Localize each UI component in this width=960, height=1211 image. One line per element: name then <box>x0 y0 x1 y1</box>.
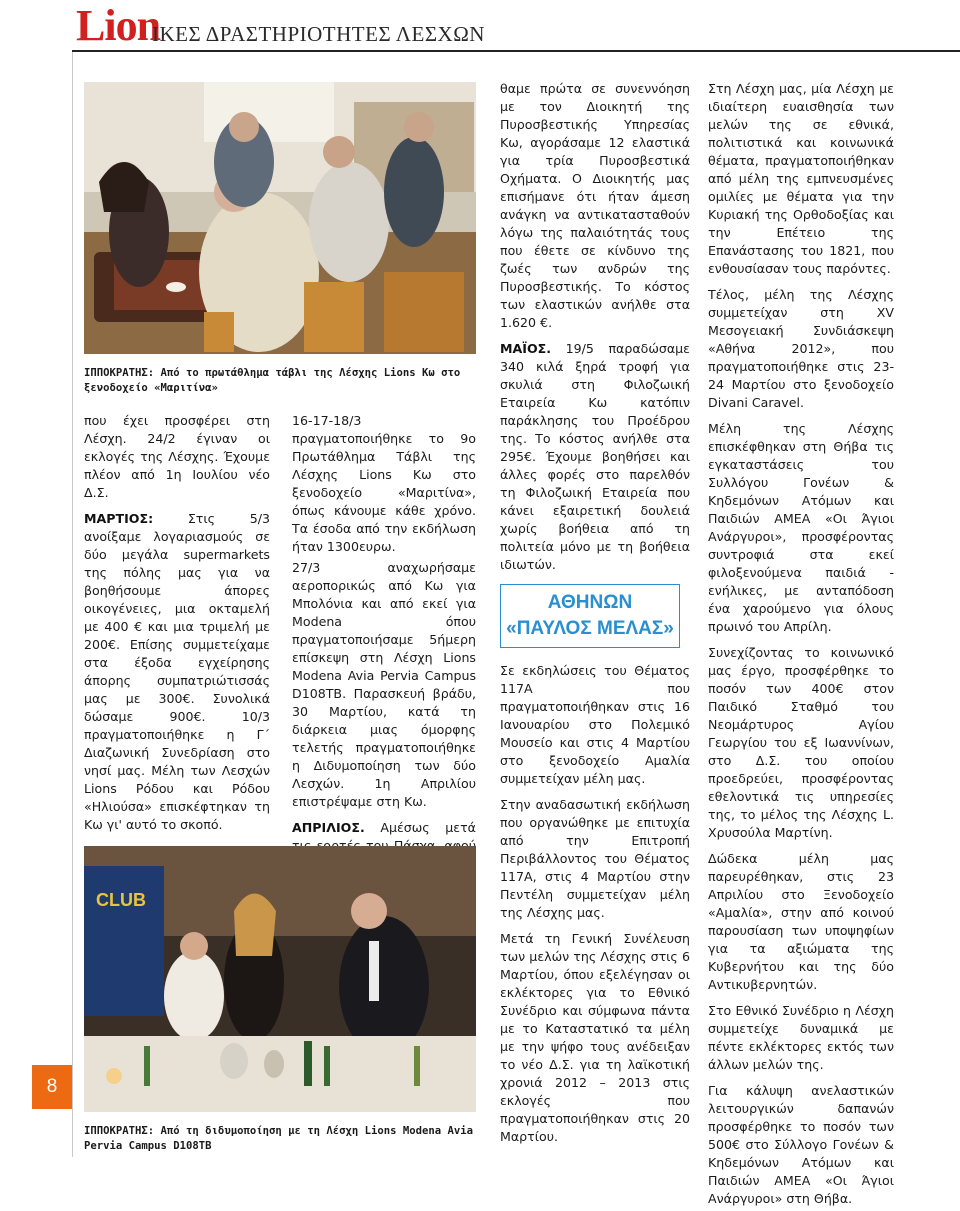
photo-twinning-illustration <box>84 846 476 1112</box>
col4-paragraph-3: Μέλη της Λέσχης επισκέφθηκαν στη Θήβα τις εγκαταστάσεις του Συλλόγου Γονέων & Κηδεμόνων Ατόμων και Παιδιών ΑΜΕΑ «Οι Άγιοι Ανάργυροι», προσφέροντας συντροφιά στα εκεί φιλοξενούμενα παιδιά - ενήλικες, με ανταπόδοση ένα χαρούμενο για όλους πρωινό του Απρίλη. <box>708 421 894 634</box>
keyword-april: ΑΠΡΙΛΙΟΣ. <box>292 820 365 835</box>
keyword-march: ΜΑΡΤΙΟΣ: <box>84 511 154 526</box>
col3-paragraph-2-text: 19/5 παραδώσαμε 340 κιλά ξηρά τροφή για σκυλιά στη Φιλοζωική Εταιρεία Κω κατόπιν παράκλησης του Προέδρου της. Το κόστος ανήλθε στα 295€. Έχουμε βοηθήσει και άλλες φορές στο παρελθόν τη Φιλοζωική Εταιρεία που κάνει εξαιρετική δουλειά χωρίς βοήθεια από τη πολιτεία μόνο με τη βοήθεια ιδιωτών. <box>500 341 690 572</box>
article-column-2 <box>292 412 476 876</box>
header-rule <box>72 50 960 52</box>
article-column-3 <box>500 80 690 1149</box>
photo-backgammon-tournament <box>84 82 476 354</box>
article-column-1 <box>84 412 270 837</box>
club-heading-line-1: ΑΘΗΝΩΝ <box>547 592 633 613</box>
photo-twinning-ceremony <box>84 846 476 1112</box>
col3-paragraph-3: Σε εκδηλώσεις του Θέματος 117Α που πραγματοποιήθηκαν στις 16 Ιανουαρίου στο Πολεμικό Μουσείο και στις 4 Μαρτίου στο ξενοδοχείο Αμαλία συμμετείχαν μέλη μας. <box>500 663 690 786</box>
col3-paragraph-1: θαμε πρώτα σε συνεννόηση με τον Διοικητή της Πυροσβεστικής Υπηρεσίας Κω, αγοράσαμε 12 ελαστικά για τρία Πυροσβεστικά Οχήματα. Ο Διοικητής μας επισήμανε ότι ήταν άμεση ανάγκη να αντικατασταθούν λόγω της παλαιότητάς τους που έθετε σε κίνδυνο της ζωές των ανδρών της Πυροσβεστικής. Το κόστος των ελαστικών ανήλθε στα 1.620 €. <box>500 81 690 330</box>
col2-paragraph-1: 16-17-18/3 πραγματοποιήθηκε το 9ο Πρωτάθλημα Τάβλι της Λέσχης Lions Κω στο ξενοδοχείο «Μαριτίνα», όπως κάνουμε κάθε χρόνο. Τα έσοδα από την εκδήλωση ήταν 1300ευρω. <box>292 413 476 554</box>
col4-paragraph-1: Στη Λέσχη μας, μία Λέσχη με ιδιαίτερη ευαισθησία των μελών της σε εθνικά, πολιτιστικά και κοινωνικά θέματα, πραγματοποιήθηκαν από μέλη της εμπνευσμένες ομιλίες με θέματα για την Κυριακή της Ορθοδοξίας και την Επέτειο της Επανάστασης του 1821, που ενθουσίασαν τους παρόντες. <box>708 81 894 276</box>
page-number: 8 <box>32 1065 72 1109</box>
col4-paragraph-7: Για κάλυψη ανελαστικών λειτουργικών δαπανών προσφέρθηκε το ποσόν των 500€ στο Σύλλογο Γονέων & Κηδεμόνων Ατόμων και Παιδιών ΑΜΕΑ «Οι Άγιοι Ανάργυροι» στη Θήβα. <box>708 1083 894 1206</box>
col3-paragraph-5: Μετά τη Γενική Συνέλευση των μελών της Λέσχης στις 6 Μαρτίου, όπου εξελέγησαν οι εκλέκτορες για το Εθνικό Συνέδριο και σύμφωνα πάντα με το Καταστατικό τα μέλη με την ψήφο τους ανέδειξαν το νέο Δ.Σ. για τη λαϊκοτική χρονιά 2012 – 2013 στις εκλογές που πραγματοποιήθηκαν στις 20 Μαρτίου. <box>500 931 690 1144</box>
photo1-caption: ΙΠΠΟΚΡΑΤΗΣ: Από το πρωτάθλημα τάβλι της Λέσχης Lions Κω στο ξενοδοχείο «Μαριτίνα» <box>84 367 461 394</box>
col4-paragraph-6: Στο Εθνικό Συνέδριο η Λέσχη συμμετείχε δυναμικά με πέντε εκλέκτορες εκτός των άλλων μελών της. <box>708 1003 894 1072</box>
col2-paragraph-2: 27/3 αναχωρήσαμε αεροπορικώς από Κω για Μπολόνια και από εκεί για Modena όπου πραγματοποιήσαμε 5ήμερη επίσκεψη στη Λέσχη Lions Modena Avia Pervia Campus D108TB. Παρασκευή βράδυ, 30 Μαρτίου, κατά τη διάρκεια μιας όμορφης τελετής πραγματοποιήθηκε η Διδυμοποίηση των δύο Λεσχών. 1η Απριλίου επιστρέψαμε στη Κω. <box>292 560 476 809</box>
col1-paragraph-1: που έχει προσφέρει στη Λέσχη. 24/2 έγιναν οι εκλογές της Λέσχης. Έχουμε πλέον από 1η Ιουλίου νέο Δ.Σ. <box>84 413 270 500</box>
photo-backgammon-illustration <box>84 82 476 354</box>
page-header <box>72 0 960 52</box>
col3-paragraph-may <box>500 340 690 574</box>
lions-logo-text: Lion <box>76 1 161 50</box>
col3-paragraph-4: Στην αναδασωτική εκδήλωση που οργανώθηκε με επιτυχία από την Επιτροπή Περιβάλλοντος του Θέματος 117Α, στις 4 Μαρτίου στην Πεντέλη συμμετείχαν μέλη της Λέσχης μας. <box>500 797 690 920</box>
col4-paragraph-4: Συνεχίζοντας το κοινωνικό μας έργο, προσφέρθηκε το ποσόν των 400€ στον Παιδικό Σταθμό του Νεομάρτυρος Αγίου Γεωργίου του εξ Ιωαννίνων, στο Δ.Σ. του οποίου προεδρεύει, προσφέροντας εθελοντικά τις υπηρεσίες της, το μέλος της Λέσχης L. Χρυσούλα Μαρτίνη. <box>708 645 894 840</box>
svg-text:CLUB: CLUB <box>96 890 146 910</box>
col4-paragraph-2: Τέλος, μέλη της Λέσχης συμμετείχαν στη XV Μεσογειακή Συνδιάσκεψη «Αθήνα 2012», που πραγματοποιήθηκε στις 23-24 Μαρτίου στο ξενοδοχείο Divani Caravel. <box>708 287 894 410</box>
col2-paragraph-3-text: Αμέσως μετά <box>380 820 476 835</box>
club-heading-athens <box>500 584 680 648</box>
col1-paragraph-2-text: Στις 5/3 ανοίξαμε λογαριασμούς σε δύο μεγάλα supermarkets της πόλης μας για να βοηθήσουμε άπορες οικογένειες, μια οκταμελή με 400 € και μια τριμελή με 200€. Επίσης συμμετείχαμε στα έξοδα εγχείρησης άπορης συμπατριώτισσάς μας με 300€. Συνολικά δώσαμε 900€. 10/3 πραγματοποιήθηκε η Γ΄ Διαζωνική Συνεδρίαση στο νησί μας. Μέλη των Λεσχών Lions Ρόδου και Ρόδου «Ηλιούσα» επισκέφτηκαν τη Κω γι' αυτό το σκοπό. <box>84 511 270 832</box>
col1-paragraph-march <box>84 510 270 834</box>
article-column-4 <box>708 80 894 1211</box>
section-title: ΙΚΕΣ ΔΡΑΣΤΗΡΙΟΤΗΤΕΣ ΛΕΣΧΩΝ <box>152 22 485 46</box>
margin-rule <box>72 52 73 1157</box>
keyword-may: ΜΑΪΟΣ. <box>500 341 552 356</box>
photo2-caption: ΙΠΠΟΚΡΑΤΗΣ: Από τη διδυμοποίηση με τη Λέσχη Lions Modena Avia Pervia Campus D108TB <box>84 1125 474 1152</box>
club-heading-line-2: «ΠΑΥΛΟΣ ΜΕΛΑΣ» <box>506 618 674 639</box>
col4-paragraph-5: Δώδεκα μέλη μας παρευρέθηκαν, στις 23 Απριλίου στο Ξενοδοχείο «Αμαλία», στην από κοινού παρουσίαση των υποψηφίων για τα αξιώματα της Κυβερνήτου και της δύο Αντικυβερνητών. <box>708 851 894 992</box>
